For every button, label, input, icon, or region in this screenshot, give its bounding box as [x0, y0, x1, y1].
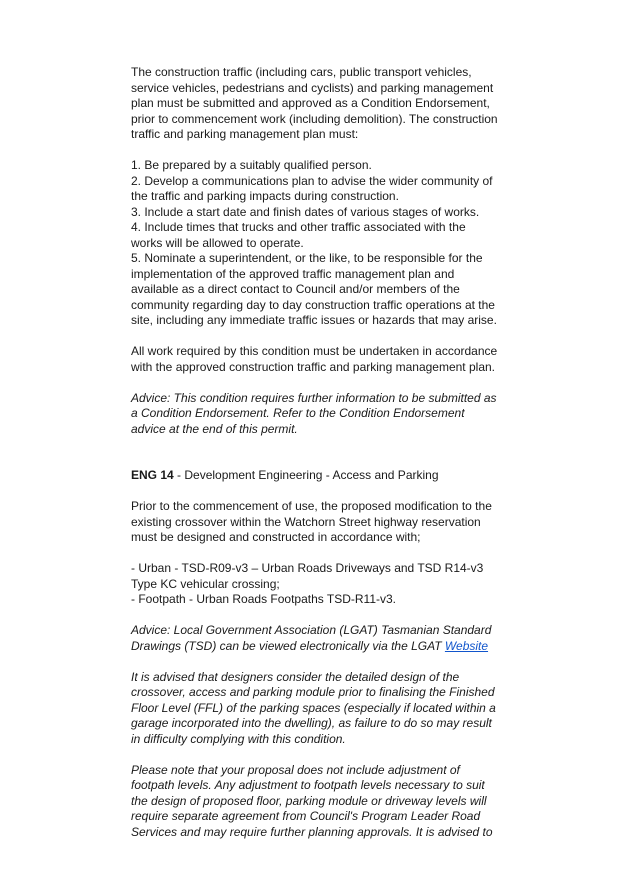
- eng14-footpath-note: Please note that your proposal does not include adjustment of footpath levels. Any adjustment to footpath levels necessary to suit the design of proposed floor, parking module or driveway levels will require separate agreement from Council's Program Leader Road Services and may require further planning approvals. It is advised to: [131, 762, 493, 839]
- eng14-standards-list: [131, 561, 531, 608]
- list-item: - Footpath - Urban Roads Footpaths TSD-R11-v3.: [131, 592, 397, 606]
- lgat-website-link[interactable]: Website: [444, 638, 489, 653]
- eng14-intro: Prior to the commencement of use, the proposed modification to the existing crossover within the Watchorn Street highway reservation must be designed and constructed in accordance with;: [131, 499, 492, 544]
- traffic-plan-intro: The construction traffic (including cars, public transport vehicles, service vehicles, pedestrians and cyclists) and parking management plan must be submitted and approved as a Condition Endorsement, prior to commencement work (including demolition). The construction traffic and parking management plan must:: [131, 65, 498, 141]
- list-item: - Urban - TSD-R09-v3 – Urban Roads Driveways and TSD R14-v3 Type KC vehicular crossing;: [131, 561, 484, 591]
- list-item: 5. Nominate a superintendent, or the like, to be responsible for the implementation of the approved traffic management plan and available as a direct contact to Council and/or members of the community regarding day to day construction traffic operations at the site, including any immediate traffic issues or hazards that may arise.: [131, 251, 497, 327]
- eng14-designers-advice: It is advised that designers consider the detailed design of the crossover, access and parking module prior to finalising the Finished Floor Level (FFL) of the parking spaces (especially if located within a garage incorporated into the dwelling), as failure to do so may result in difficulty complying with this condition.: [131, 669, 496, 746]
- eng14-code: ENG 14: [131, 468, 174, 482]
- list-item: 1. Be prepared by a suitably qualified person.: [131, 158, 372, 172]
- traffic-plan-accordance: All work required by this condition must be undertaken in accordance with the approved construction traffic and parking management plan.: [131, 344, 498, 374]
- document-page: [131, 65, 531, 840]
- traffic-plan-advice: Advice: This condition requires further information to be submitted as a Condition Endorsement. Refer to the Condition Endorsement advice at the end of this permit.: [131, 390, 497, 436]
- list-item: 3. Include a start date and finish dates of various stages of works.: [131, 204, 480, 219]
- eng14-title: - Development Engineering - Access and Parking: [173, 468, 439, 482]
- lgat-advice-text: Advice: Local Government Association (LGAT) Tasmanian Standard Drawings (TSD) can be viewed electronically via the LGAT: [131, 623, 492, 653]
- eng14-heading: [131, 468, 531, 484]
- traffic-plan-requirements-list: [131, 158, 531, 329]
- eng14-lgat-advice: [131, 623, 531, 654]
- list-item: 2. Develop a communications plan to advise the wider community of the traffic and parking impacts during construction.: [131, 173, 493, 203]
- list-item: 4. Include times that trucks and other traffic associated with the works will be allowed to operate.: [131, 220, 466, 250]
